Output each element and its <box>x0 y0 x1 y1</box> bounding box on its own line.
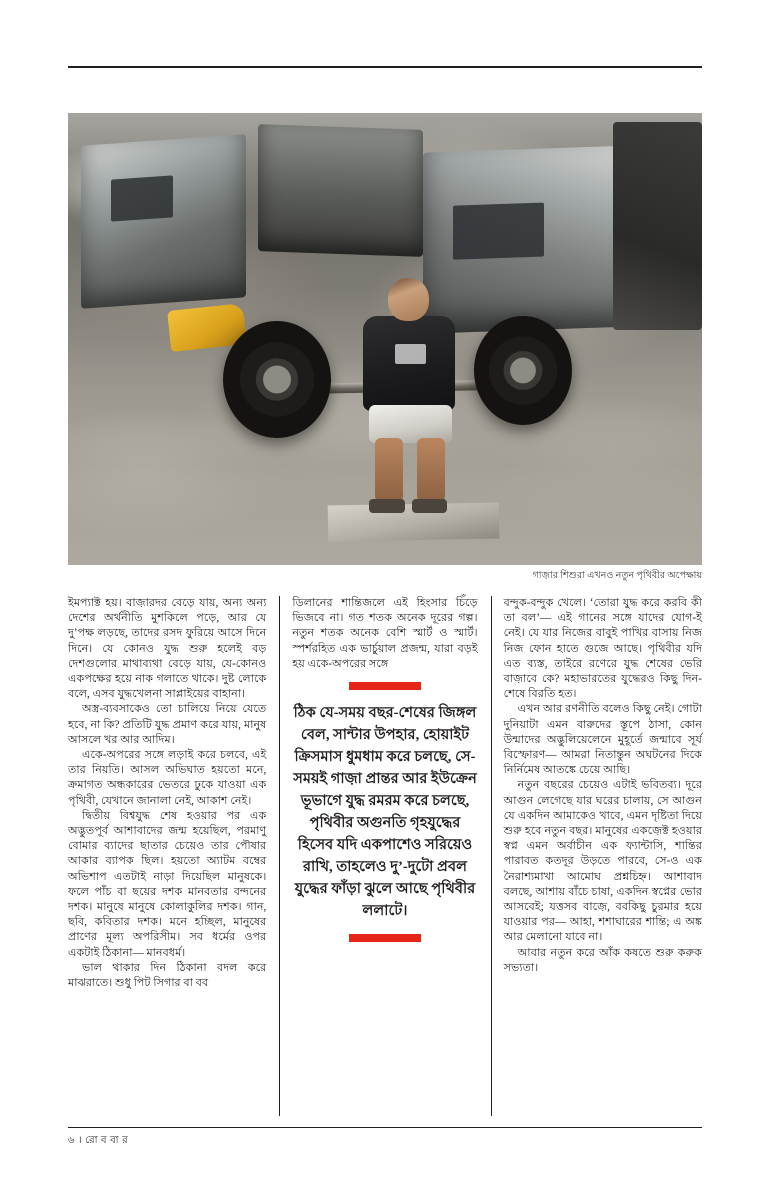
paragraph: বন্দুক-বন্দুক খেলে। ‘তোরা যুদ্ধ করে করবি কী তা বল’— এই গানের সঙ্গে যাদের যোগ-ই নেই। যে যার নিজের বাবুই পাখির বাসায় নিজ নিজ ফোন হাতে গুজে আছে। পৃথিবীর যদি এত ব্যস্ত, তাইরে রণেরে যুদ্ধ শেষের ভেরি বাজ়াবে কে? মহাভারতের যুদ্ধেরও কিছু দিন-শেষে বিরতি হত। <box>503 597 702 701</box>
boy-head <box>388 278 429 321</box>
boy-sandal-left <box>369 499 405 513</box>
pull-quote-rule-top <box>349 682 421 690</box>
tyre-left <box>223 321 331 439</box>
page-footer: ৬ । রো ব বা র <box>68 1135 129 1146</box>
boy-shirt-print <box>395 344 427 365</box>
wrecked-vehicle-left <box>81 134 246 308</box>
paragraph: নতুন বছরের চেয়েও এটাই ভবিতব্য। দূরে আগুন লেগেছে যার ঘরের চালায়, সে আগুন যে একদিন আমাকেও খাবে, এমন দৃষ্টিতা দিয়ে শুরু হবে নতুন বছর। মানুষের একজ়েক্ট হওয়ার স্বপ্ন এমন অর্বাচীন এক ফ্যান্টাসি, শান্তির পারাবত কতদূর উড়তে পারবে, সে-ও এক নৈরাশ্যমাখা আমোঘ প্রশ্নচিহ্ন। আশাবাদ বলছে, আশায় বাঁচে চাষা, একদিন স্বপ্নের ভোর আসবেই; যত্তসব বাজ়ে, ববকিছু চুরমার হয়ে যাওয়ার পর— আহা, শশাঘারের শান্তি; এ অঙ্ক আর মেলানো যাবে না। <box>503 779 702 944</box>
vehicle-window <box>453 203 544 260</box>
boy-sandal-right <box>412 499 448 513</box>
paragraph: এখন আর রণনীতি বলেও কিছু নেই। গোটা দুনিয়াটা এমন বারুদের স্তূপে ঠাসা, কোন উন্মাদের অদ্ভুলিয়েলেনে মুহূর্তে জন্মাবে সূর্য বিস্ফোরণ— আমরা নিতান্তুন অঘটনের দিকে নির্নিমেষ আতঙ্কে চেয়ে আছি। <box>503 703 702 777</box>
paragraph: আবার নতুন করে আঁক কষতে শুরু করুক সভ্যতা। <box>503 946 702 974</box>
boy-sitting-on-rubble-photo <box>68 113 702 565</box>
paragraph: ইমপ্যাক্ট হয়। বাজ়ারদর বেড়ে যায়, অন্য অন্য দেশের অর্থনীতি মুশকিলে পড়ে, আর যে দু’পক্ষ লড়ছে, তাদের রসদ ফুরিয়ে আসে দিনে দিনে। যে কোনও যুদ্ধ শুরু হলেই বড় দেশগুলোর মাথাব্যথা বেড়ে যায়, যে-কোনও একপক্ষের হয়ে নাক গলাতে থাকে। দুষ্ট লোকে বলে, এসব যুদ্ধখেলনা সাপ্লাইয়ের বাহানা। <box>68 597 267 701</box>
paragraph: ভাল থাকার দিন ঠিকানা বদল করে মাঝরাতে। শুধু পিট সিগার বা বব <box>68 961 267 990</box>
paragraph: দ্বিতীয় বিশ্বযুদ্ধ শেষ হওয়ার পর এক অদ্ভুতপূর্ব আশাবাদের জন্ম হয়েছিল, পরমাণু বোমার ব্যাদের ছাতার চেয়েও তার পৌষার আকার ব্যাপক ছিল। হয়তো অ্যাটম বম্বের অভিশাপ এতটাই নাড়া দিয়েছিল মানুষকে। ফলে পাঁচ বা ছয়ের দশক মানবতার বন্দনের দশক। মানুষে মানুষে কোলাকুলির দশক। গান, ছবি, কবিতার দশক। মনে হচ্ছিল, মানুষের প্রাণের মূল্য অপরিসীম। সব ধর্মের ওপর একটাই ঠিকানা— মানবধর্ম। <box>68 809 267 959</box>
boy-leg-right <box>417 438 445 501</box>
boy-shorts <box>369 405 451 443</box>
pull-quote <box>292 682 477 942</box>
article-columns <box>68 596 702 1116</box>
boy-leg-left <box>375 438 403 501</box>
wrecked-vehicle-right <box>423 145 639 333</box>
wrecked-vehicle-far-right <box>613 122 702 330</box>
tyre-right <box>474 316 572 424</box>
paragraph: একে-অপরের সঙ্গে লড়াই করে চলবে, এই তার নিয়তি। আসল অভিঘাত হয়তো মনে, ক্রমাগত অন্ধকারের ভেতরে ঢুকে যাওয়া এক পৃথিবী, যেখানে জানালা নেই, আকাশ নেই। <box>68 749 267 807</box>
top-rule <box>68 66 702 68</box>
column-right <box>491 596 702 1116</box>
photo-frame <box>68 113 702 565</box>
photo-caption: গাজ়ার শিশুরা এখনও নতুন পৃথিবীর অপেক্ষায় <box>532 571 702 581</box>
footer-rule <box>68 1127 702 1128</box>
column-left <box>68 596 279 1116</box>
vehicle-window <box>110 175 173 222</box>
column-middle <box>279 596 490 1116</box>
paragraph: ডিলানের শান্তিজলে এই হিংসার চিঁড়ে ভিজবে না। গত শতক অনেক দূরের গল্প। নতুন শতক অনেক বেশি স্মার্ট ও স্মার্ট। স্পর্শরহিত এক ভার্চুয়াল প্রজন্ম, যারা বড়ই হয় একে-অপরের সঙ্গে <box>292 597 478 670</box>
pull-quote-text: ঠিক যে-সময় বছর-শেষের জিঙ্গল বেল, সান্টার উপহার, হোয়াইট ক্রিসমাস ধুমধাম করে চলছে, সে-সময়ই গাজ়া প্রান্তর আর ইউক্রেন ভূভাগে যুদ্ধ রমরম করে চলছে, পৃথিবীর অগুনতি গৃহযুদ্ধের হিসেব যদি একপাশেও সরিয়েও রাখি, তাহলেও দু’-দুটো প্রবল যুদ্ধের ফাঁড়া ঝুলে আছে পৃথিবীর ললাটে। <box>293 705 477 920</box>
wrecked-vehicle-middle <box>258 124 423 256</box>
pull-quote-rule-bottom <box>349 934 421 942</box>
paragraph: অস্ত্র-ব্যবসাকেও তো চালিয়ে নিয়ে যেতে হবে, না কি? প্রতিটি যুদ্ধ প্রমাণ করে যায়, মানুষ আসলে খর আর আদিম। <box>68 703 267 746</box>
